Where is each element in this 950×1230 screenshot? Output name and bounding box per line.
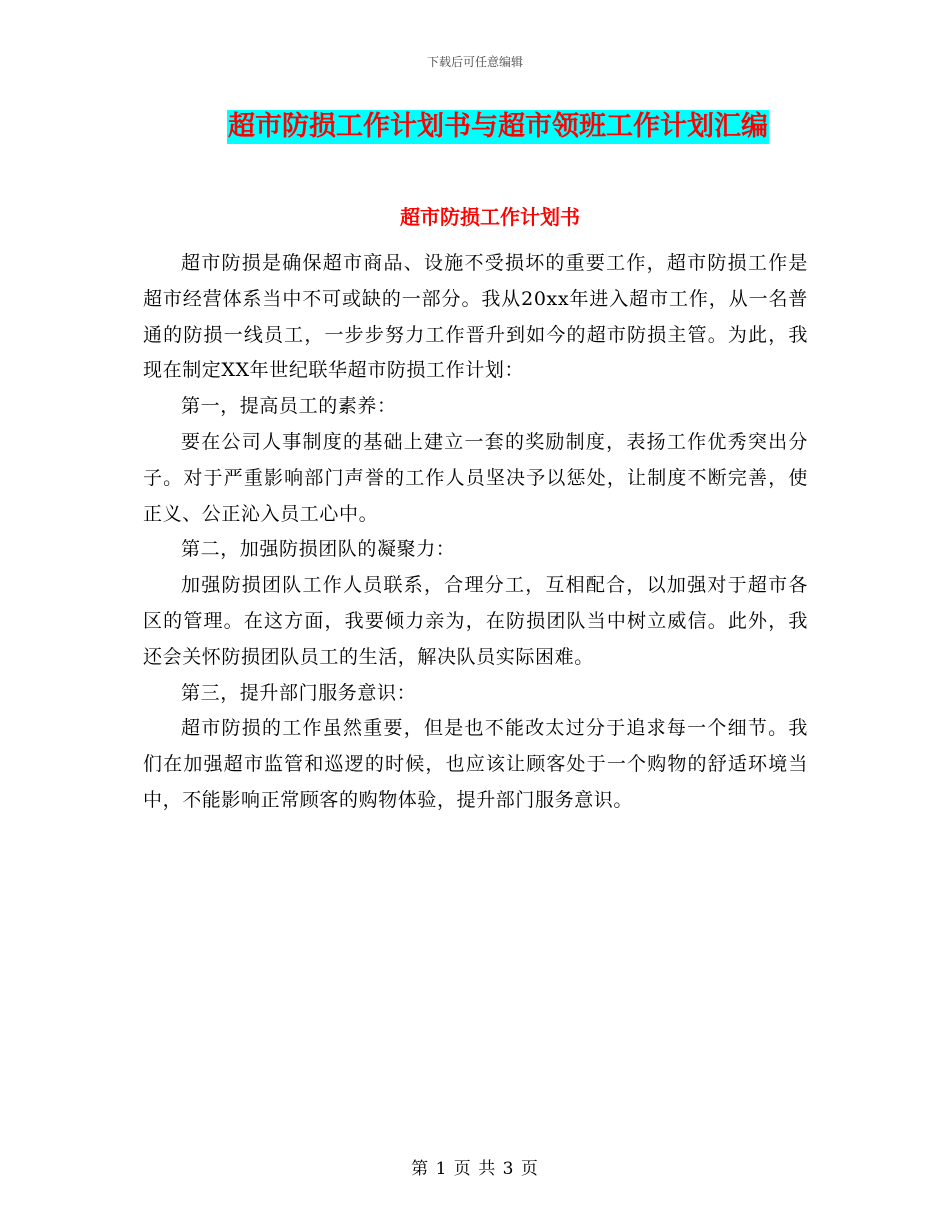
section-title: 超市防损工作计划书 [400, 205, 580, 229]
paragraph-heading-3: 第三，提升部门服务意识： [181, 681, 417, 704]
page-number: 第 1 页 共 3 页 [411, 1159, 539, 1179]
paragraph-heading-2: 第二，加强防损团队的凝聚力： [181, 538, 456, 561]
document-title: 超市防损工作计划书与超市领班工作计划汇编 [228, 111, 768, 142]
paragraph-heading-1: 第一，提高员工的素养： [181, 395, 397, 418]
header-note: 下载后可任意编辑 [426, 55, 523, 69]
document-body [143, 246, 808, 819]
paragraph-body-2: 加强防损团队工作人员联系，合理分工，互相配合，以加强对于超市各区的管理。在这方面，我要倾力亲为，在防损团队当中树立威信。此外，我还会关怀防损团队员工的生活，解决队员实际困难。 [143, 574, 808, 668]
paragraph-body-3: 超市防损的工作虽然重要，但是也不能改太过分于追求每一个细节。我们在加强超市监管和巡逻的时候，也应该让顾客处于一个购物的舒适环境当中，不能影响正常顾客的购物体验，提升部门服务意识。 [143, 717, 808, 811]
paragraph-intro: 超市防损是确保超市商品、设施不受损坏的重要工作，超市防损工作是超市经营体系当中不可或缺的一部分。我从20xx年进入超市工作，从一名普通的防损一线员工，一步步努力工作晋升到如今的超市防损主管。为此，我现在制定XX年世纪联华超市防损工作计划： [143, 252, 808, 382]
document-title-container [0, 110, 950, 144]
paragraph-body-1: 要在公司人事制度的基础上建立一套的奖励制度，表扬工作优秀突出分子。对于严重影响部门声誉的工作人员坚决予以惩处，让制度不断完善，使正义、公正沁入员工心中。 [143, 430, 808, 525]
